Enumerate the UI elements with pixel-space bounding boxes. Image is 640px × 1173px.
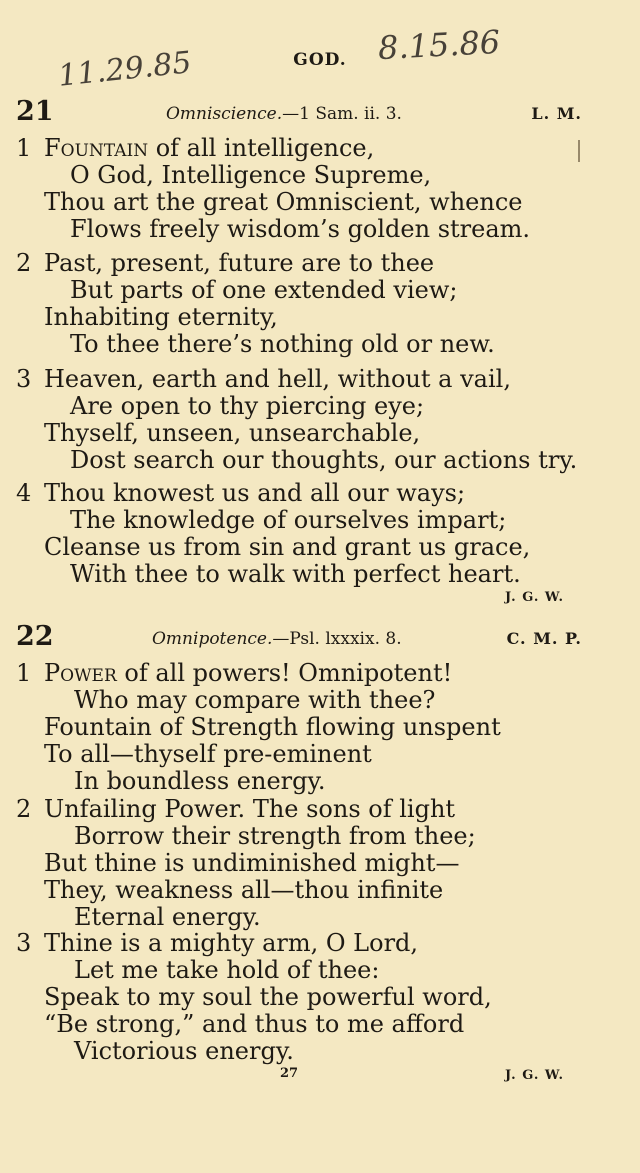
verse-line: O God, Intelligence Supreme, xyxy=(70,161,432,189)
verse-line: To thee there’s nothing old or new. xyxy=(70,330,495,358)
verse-line: Thou knowest us and all our ways; xyxy=(44,479,466,507)
verse-number: 1 xyxy=(16,659,32,687)
verse-line: Thyself, unseen, unsearchable, xyxy=(44,419,421,447)
handwritten-date-right: 8.15.86 xyxy=(377,22,502,68)
verse-number: 3 xyxy=(16,929,32,957)
verse-number: 2 xyxy=(16,249,32,277)
verse-line: But thine is undiminished might— xyxy=(44,849,460,877)
verse-line: In boundless energy. xyxy=(74,767,326,795)
hymn-meter: L. M. xyxy=(531,104,582,123)
verse-line: Heaven, earth and hell, without a vail, xyxy=(44,365,511,393)
handwritten-date-left: 11.29.85 xyxy=(56,45,194,94)
verse-line: Who may compare with thee? xyxy=(74,686,436,714)
verse-initial: Power xyxy=(44,659,117,687)
hymn-header xyxy=(16,96,582,128)
hymn-number: 21 xyxy=(16,96,54,127)
hymn-subject: Omnipotence. xyxy=(152,629,273,649)
verse-line: Inhabiting eternity, xyxy=(44,303,278,331)
verse-line: Unfailing Power. The sons of light xyxy=(44,795,456,823)
hymn-reference: —1 Sam. ii. 3. xyxy=(282,104,402,124)
hymn-number: 22 xyxy=(16,621,54,652)
running-head: GOD. xyxy=(293,50,347,70)
verse-number: 3 xyxy=(16,365,32,393)
margin-mark xyxy=(578,140,580,162)
verse-line: Fountain of Strength flowing unspent xyxy=(44,713,501,741)
verse-line: Flows freely wisdom’s golden stream. xyxy=(70,215,531,243)
verse-line: Cleanse us from sin and grant us grace, xyxy=(44,533,531,561)
verse-line: The knowledge of ourselves impart; xyxy=(70,506,507,534)
verse-line: Are open to thy piercing eye; xyxy=(70,392,425,420)
verse-line: To all—thyself pre-eminent xyxy=(44,740,372,768)
verse-line: Thou art the great Omniscient, whence xyxy=(44,188,523,216)
hymn-author: J. G. W. xyxy=(505,1068,564,1083)
verse-line: Borrow their strength from thee; xyxy=(74,822,476,850)
hymn-subject: Omniscience. xyxy=(166,104,283,124)
page-number: 27 xyxy=(280,1066,299,1081)
hymn-reference: —Psl. lxxxix. 8. xyxy=(272,629,402,649)
verse-line: Victorious energy. xyxy=(74,1037,294,1065)
hymn-meter: C. M. P. xyxy=(506,629,582,648)
verse-line: They, weakness all—thou infinite xyxy=(44,876,444,904)
hymn-header xyxy=(16,621,582,653)
verse-number: 1 xyxy=(16,134,32,162)
verse-line: Fountain of all intelligence, xyxy=(44,134,375,162)
verse-line: Power of all powers! Omnipotent! xyxy=(44,659,453,687)
verse-line: Dost search our thoughts, our actions try. xyxy=(70,446,578,474)
hymn-title xyxy=(166,104,402,124)
verse-line: But parts of one extended view; xyxy=(70,276,458,304)
hymn-title xyxy=(152,629,402,649)
verse-initial: Fountain xyxy=(44,134,149,162)
verse-line: Speak to my soul the powerful word, xyxy=(44,983,492,1011)
verse-line: With thee to walk with perfect heart. xyxy=(70,560,521,588)
verse-number: 2 xyxy=(16,795,32,823)
verse-line: “Be strong,” and thus to me afford xyxy=(44,1010,465,1038)
verse-number: 4 xyxy=(16,479,32,507)
verse-line: Thine is a mighty arm, O Lord, xyxy=(44,929,419,957)
verse-line: Eternal energy. xyxy=(74,903,261,931)
verse-line: Past, present, future are to thee xyxy=(44,249,435,277)
hymn-author: J. G. W. xyxy=(505,590,564,605)
verse-line: Let me take hold of thee: xyxy=(74,956,380,984)
